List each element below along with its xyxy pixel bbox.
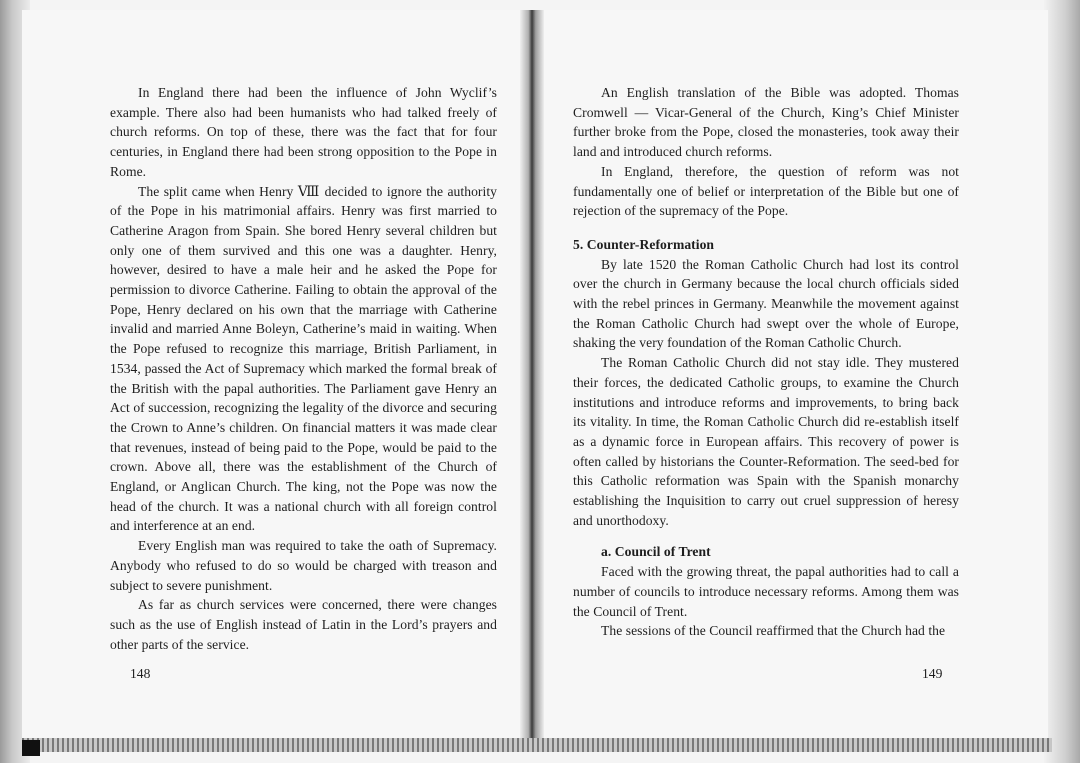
paragraph-council-trent-2: The sessions of the Council reaffirmed that the Church had the — [601, 623, 946, 639]
right-page-edge-shadow — [1044, 0, 1080, 763]
scan-bottom-edge — [22, 738, 1052, 752]
subsection-heading: a. Council of Trent — [601, 544, 711, 560]
paragraph-counter-reformation-2: The Roman Catholic Church did not stay idle. They mustered their forces, the dedicated Catholic groups, to examine the Church institutions and introduce reforms and improvements, to bring back its vitality. In time, the Roman Catholic Church did re-establish itself as a dynamic force in European affairs. This recovery of power is often called by historians the Counter-Reformation. The seed-bed for this Catholic reformation was Spain with the Spanish monarchy establishing the Inquisition to carry out cruel suppression of heresy and unorthodoxy. — [573, 355, 959, 528]
section-heading: 5. Counter-Reformation — [573, 236, 715, 252]
left-page-text — [110, 83, 497, 654]
paragraph-england-reform: In England, therefore, the question of reform was not fundamentally one of belief or interpretation of the Bible but one of rejection of the supremacy of the Pope. — [573, 163, 959, 219]
book-gutter — [520, 10, 544, 738]
scan-corner-mark — [22, 740, 40, 756]
paragraph-church-services: As far as church services were concerned, there were changes such as the use of English instead of Latin in the Lord’s prayers and other parts of the service. — [110, 597, 497, 652]
page-number-left: 148 — [130, 666, 151, 681]
right-page-text — [573, 83, 959, 641]
page-number-right: 149 — [922, 666, 943, 681]
paragraph-henry-split: The split came when Henry Ⅷ decided to ignore the authority of the Pope in his matrimonial affairs. Henry was first married to Catherine Aragon from Spain. She bored Henry several children but only one of them survived and this one was a daughter. Henry, however, desired to have a male heir and he asked the Pope for permission to divorce Catherine. Failing to obtain the approval of the Pope, Henry declared on his own that the marriage with Catherine invalid and married Anne Boleyn, Catherine’s maid in waiting. When the Pope refused to recognize this marriage, British Parliament, in 1534, passed the Act of Supremacy which marked the formal break of the British with the papal authorities. The Parliament gave Henry an Act of succession, recognizing the legality of the divorce and securing the Crown to Anne’s children. On financial matters it was made clear that revenues, instead of being paid to the Pope, would be paid to the crown. Above all, there was the establishment of the Church of England, or Anglican Church. The king, not the Pope was now the head of the church. It was a national church with all foreign control and interference at an end. — [110, 183, 497, 534]
paragraph-council-trent-1: Faced with the growing threat, the papal authorities had to call a number of councils to introduce necessary reforms. Among them was the Council of Trent. — [573, 564, 959, 619]
paragraph-oath-supremacy: Every English man was required to take the oath of Supremacy. Anybody who refused to do so would be charged with treason and subject to severe punishment. — [110, 538, 497, 593]
paragraph-bible-translation: An English translation of the Bible was adopted. Thomas Cromwell — Vicar-General of the Church, King’s Chief Minister further broke from the Pope, closed the monasteries, took away their land and introduced church reforms. — [573, 85, 959, 160]
paragraph-counter-reformation-1: By late 1520 the Roman Catholic Church had lost its control over the church in Germany because the local church officials sided with the rebel princes in Germany. Meanwhile the movement against the Roman Catholic Church had swept over the whole of Europe, shaking the very foundation of the Roman Catholic Church. — [573, 256, 959, 351]
paragraph-wyclif: In England there had been the influence of John Wyclif’s example. There also had been humanists who had talked freely of church reforms. On top of these, there was the fact that for four centuries, in England there had been strong opposition to the Pope in Rome. — [110, 85, 497, 179]
